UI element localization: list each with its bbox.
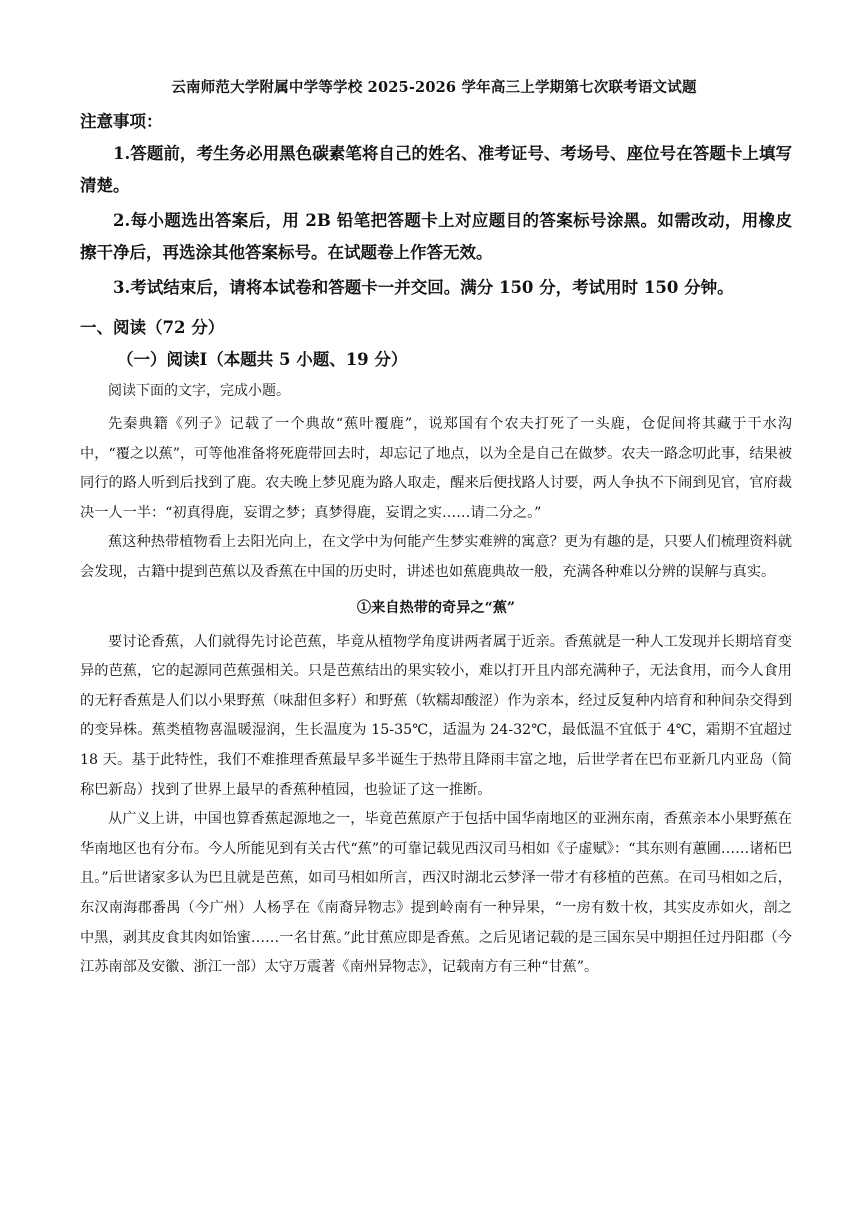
passage-paragraph: 从广义上讲，中国也算香蕉起源地之一，毕竟芭蕉原产于包括中国华南地区的亚洲东南，香蕉亲本小果野蕉在华南地区也有分布。今人所能见到有关古代“蕉”的可靠记载见西汉司马相如《子虚赋》：“其东则有蕙圃……诸柘巴且。”后世诸家多认为巴且就是芭蕉，如司马相如所言，西汉时湖北云梦泽一带才有移植的芭蕉。在司马相如之后，东汉南海郡番禺（今广州）人杨孚在《南裔异物志》提到岭南有一种异果，“一房有数十枚，其实皮赤如火，剖之中黑，剥其皮食其肉如饴蜜……一名甘蕉。”此甘蕉应即是香蕉。之后见诸记载的是三国东吴中期担任过丹阳郡（今江苏南部及安徽、浙江一部）太守万震著《南州异物志》，记载南方有三种“甘蕉”。 bbox=[80, 811, 792, 976]
notice-heading: 注意事项： bbox=[80, 112, 163, 131]
reading-instruction: 阅读下面的文字，完成小题。 bbox=[108, 383, 290, 399]
subsection-heading: （一）阅读Ⅰ（本题共 5 小题、19 分） bbox=[117, 350, 408, 369]
reading-passage bbox=[80, 410, 792, 983]
passage-paragraph: 蕉这种热带植物看上去阳光向上，在文学中为何能产生梦实难辨的寓意？更为有趣的是，只要人们梳理资料就会发现，古籍中提到芭蕉以及香蕉在中国的历史时，讲述也如蕉鹿典故一般，充满各种难以分辨的误解与真实。 bbox=[80, 534, 792, 580]
section-heading: 一、阅读（72 分） bbox=[80, 318, 225, 337]
passage-paragraph: 要讨论香蕉，人们就得先讨论芭蕉，毕竟从植物学角度讲两者属于近亲。香蕉就是一种人工发现并长期培育变异的芭蕉，它的起源同芭蕉强相关。只是芭蕉结出的果实较小，难以打开且内部充满种子，无法食用，而今人食用的无籽香蕉是人们以小果野蕉（味甜但多籽）和野蕉（软糯却酸涩）作为亲本，经过反复种内培育和种间杂交得到的变异株。蕉类植物喜温暖湿润，生长温度为 15-35℃，适温为 24-32℃，最低温不宜低于 4℃，霜期不宜超过 18 天。基于此特性，我们不难推理香蕉最早多半诞生于热带且降雨丰富之地，后世学者在巴布亚新几内亚岛（简称巴新岛）找到了世界上最早的香蕉种植园，也验证了这一推断。 bbox=[80, 633, 792, 798]
passage-subheading: ①来自热带的奇异之“蕉” bbox=[356, 599, 516, 616]
exam-title: 云南师范大学附属中学等学校 2025-2026 学年高三上学期第七次联考语文试题 bbox=[171, 79, 697, 96]
notice-item: 3.考试结束后，请将本试卷和答题卡一并交回。满分 150 分，考试用时 150 分钟。 bbox=[113, 278, 734, 297]
notice-list bbox=[80, 138, 792, 307]
notice-item: 1.答题前，考生务必用黑色碳素笔将自己的姓名、准考证号、考场号、座位号在答题卡上填写清楚。 bbox=[80, 144, 792, 195]
passage-paragraph: 先秦典籍《列子》记载了一个典故“蕉叶覆鹿”，说郑国有个农夫打死了一头鹿，仓促间将其藏于干水沟中，“覆之以蕉”，可等他准备将死鹿带回去时，却忘记了地点，以为全是自己在做梦。农夫一路念叨此事，结果被同行的路人听到后找到了鹿。农夫晚上梦见鹿为路人取走，醒来后便找路人讨要，两人争执不下闹到见官，官府裁决一人一半：“初真得鹿，妄谓之梦；真梦得鹿，妄谓之实……请二分之。” bbox=[80, 416, 792, 521]
notice-item: 2.每小题选出答案后，用 2B 铅笔把答题卡上对应题目的答案标号涂黑。如需改动，用橡皮擦干净后，再选涂其他答案标号。在试题卷上作答无效。 bbox=[80, 211, 792, 262]
